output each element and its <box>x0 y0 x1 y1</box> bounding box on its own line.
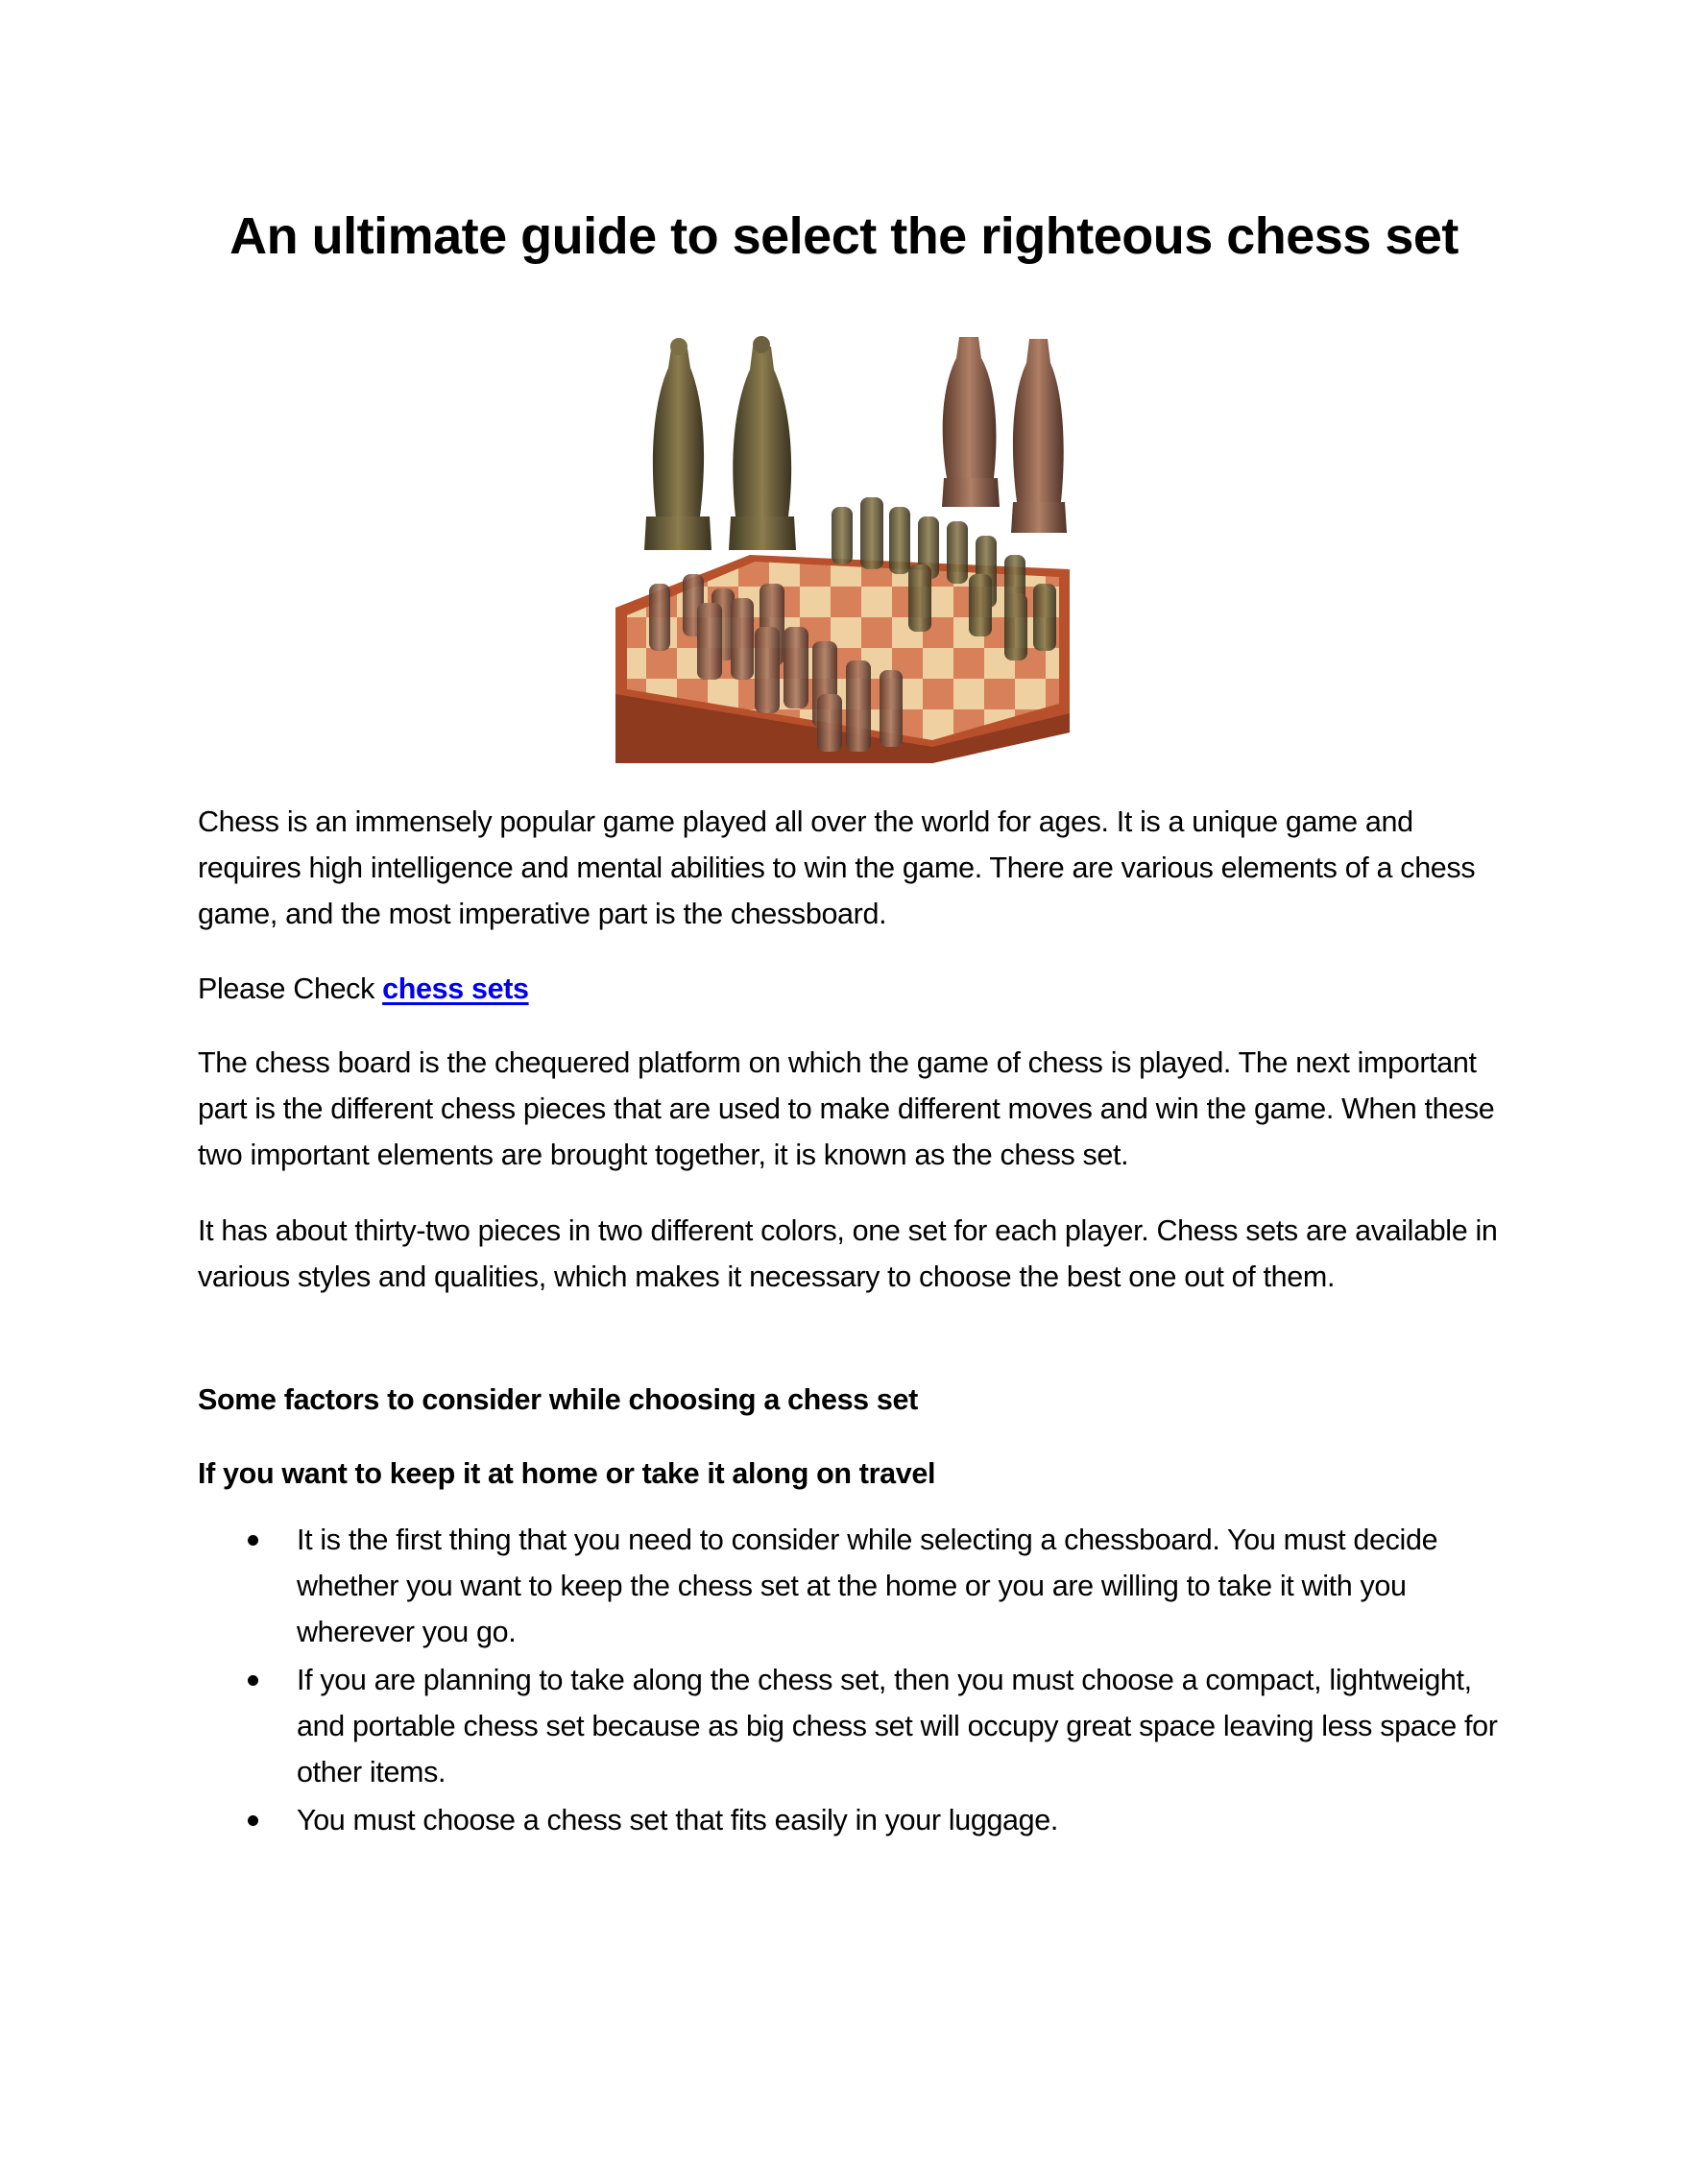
intro-paragraph: Chess is an immensely popular game played all over the world for ages. It is a unique game and requires high intelligence and mental abilities to win the game. There are various elements of a chess game, and the most imperative part is the chessboard. <box>198 805 1476 930</box>
bullet-text: It is the first thing that you need to consider while selecting a chessboard. You must decide whether you want to keep the chess set at the home or you are willing to take it with you wherever you go. <box>297 1524 1438 1648</box>
page-title: An ultimate guide to select the righteous chess set <box>229 207 1459 265</box>
check-prefix: Please Check <box>198 972 383 1005</box>
bullet-text: You must choose a chess set that fits easily in your luggage. <box>297 1804 1059 1836</box>
bullet-item <box>198 1657 1504 1795</box>
check-line <box>198 966 1504 1012</box>
bullet-text: If you are planning to take along the chess set, then you must choose a compact, lightweight, and portable chess set because as big chess set will occupy great space leaving less space for other items. <box>297 1664 1498 1788</box>
king-piece-copper <box>942 337 1000 507</box>
queen-piece-bronze <box>644 338 711 550</box>
bullet-item <box>198 1797 1504 1843</box>
chess-sets-link[interactable]: chess sets <box>382 972 529 1005</box>
board-paragraph: The chess board is the chequered platform on which the game of chess is played. The next important part is the different chess pieces that are used to make different moves and win the game. When these two important elements are brought together, it is known as the chess set. <box>198 1046 1495 1171</box>
king-piece-bronze <box>729 336 796 550</box>
queen-piece-copper <box>1011 339 1067 533</box>
bullet-list <box>198 1517 1504 1845</box>
factors-heading: Some factors to consider while choosing a chess set <box>198 1383 918 1416</box>
bullet-icon <box>248 1675 258 1686</box>
bullet-item <box>198 1517 1504 1655</box>
home-travel-heading: If you want to keep it at home or take it along on travel <box>198 1457 936 1490</box>
bullet-icon <box>248 1815 258 1826</box>
chess-set-illustration <box>615 310 1070 763</box>
chess-set-image <box>615 310 1070 763</box>
pieces-paragraph: It has about thirty-two pieces in two different colors, one set for each player. Chess sets are available in various styles and qualities, which makes it necessary to choose the best one out of them. <box>198 1214 1498 1293</box>
bullet-icon <box>248 1535 258 1546</box>
